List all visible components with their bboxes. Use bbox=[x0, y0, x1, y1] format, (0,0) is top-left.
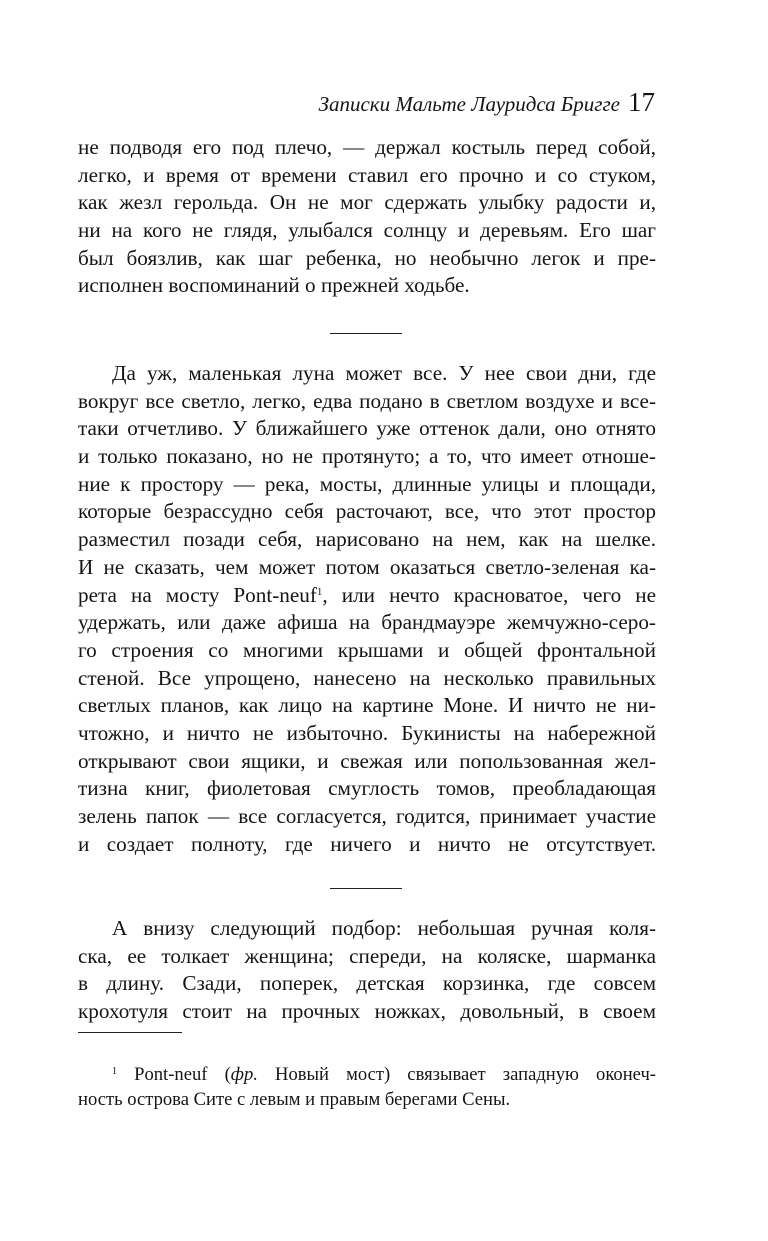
text-line: разместил позади себя, нарисовано на нем, как на шелке. bbox=[78, 527, 656, 552]
footnote-line bbox=[78, 1062, 656, 1087]
text-line: го строения со многими крышами и общей фронтальной bbox=[78, 637, 656, 662]
section-divider bbox=[330, 333, 402, 334]
text-line: открывают свои ящики, и свежая или попользованная жел- bbox=[78, 748, 656, 773]
text-line: не подводя его под плечо, — держал костыль перед собой, bbox=[78, 135, 656, 159]
text-line: которые безрассудно себя расточают, все, что этот простор bbox=[78, 499, 656, 524]
paragraph-2 bbox=[78, 360, 656, 886]
section-divider bbox=[330, 888, 402, 889]
page-header bbox=[319, 84, 655, 125]
text-line: ни на кого не глядя, улыбался солнцу и деревьям. Его шаг bbox=[78, 218, 656, 243]
text-line: Да уж, маленькая луна может все. У нее свои дни, где bbox=[112, 361, 656, 385]
footnote-text: Новый мост) связывает западную оконеч- bbox=[257, 1064, 657, 1085]
text-line: ние к простору — река, мосты, длинные улицы и площади, bbox=[78, 471, 656, 496]
text-line-with-footnote bbox=[78, 582, 656, 610]
text-fragment: рета на мосту Pont-neuf bbox=[78, 582, 317, 607]
footnote-line: ность острова Сите с левым и правым берегами Сены. bbox=[78, 1089, 511, 1110]
text-line: исполнен воспоминаний о прежней ходьбе. bbox=[78, 273, 470, 298]
text-line: А внизу следующий подбор: небольшая ручная коля- bbox=[112, 916, 656, 940]
text-line: и создает полноту, где ничего и ничто не отсутствует. bbox=[78, 831, 656, 856]
footnote bbox=[78, 1062, 656, 1112]
text-line: в длину. Сзади, поперек, детская корзинка, где совсем bbox=[78, 971, 656, 996]
running-title: Записки Мальте Лауридса Бригге bbox=[318, 92, 620, 116]
footnote-abbreviation: фр. bbox=[230, 1064, 258, 1085]
footnote-marker: 1 bbox=[112, 1066, 117, 1077]
text-line: ска, ее толкает женщина; спереди, на коляске, шарманка bbox=[78, 943, 656, 968]
text-line: И не сказать, чем может потом оказаться светло-зеленая ка- bbox=[78, 554, 656, 579]
text-line: таки отчетливо. У ближайшего уже оттенок дали, оно отнято bbox=[78, 416, 656, 441]
text-line: и только показано, но не протянуто; а то, что имеет отноше- bbox=[78, 444, 656, 469]
text-line: как жезл герольда. Он не мог сдержать улыбку радости и, bbox=[78, 190, 656, 215]
text-line: тизна книг, фиолетовая смуглость томов, преобладающая bbox=[78, 776, 656, 801]
text-line: светлых планов, как лицо на картине Моне. И ничто не ни- bbox=[78, 693, 656, 718]
text-line: зелень папок — все согласуется, годится, принимает участие bbox=[78, 804, 656, 828]
text-line: был боязлив, как шаг ребенка, но необычно легок и пре- bbox=[78, 245, 656, 270]
text-line: чтожно, и ничто не избыточно. Букинисты на набережной bbox=[78, 720, 656, 745]
text-line: стеной. Все упрощено, нанесено на несколько правильных bbox=[78, 665, 656, 690]
text-line: вокруг все светло, легко, едва подано в светлом воздухе и все- bbox=[78, 388, 656, 413]
text-line: легко, и время от времени ставил его прочно и со стуком, bbox=[78, 162, 656, 187]
text-line: крохотуля стоит на прочных ножках, довольный, в своем bbox=[78, 999, 656, 1024]
page-number: 17 bbox=[628, 87, 655, 117]
footnote-text: Pont-neuf ( bbox=[134, 1064, 231, 1085]
footnote-rule bbox=[78, 1032, 182, 1033]
text-line: удержать, или даже афиша на брандмауэре жемчужно-серо- bbox=[78, 610, 656, 635]
text-line bbox=[78, 858, 656, 886]
text-fragment: , или нечто красноватое, чего не bbox=[322, 582, 656, 607]
paragraph-1 bbox=[78, 134, 656, 300]
footnote-reference: 1 bbox=[316, 585, 323, 598]
paragraph-3 bbox=[78, 915, 656, 1026]
